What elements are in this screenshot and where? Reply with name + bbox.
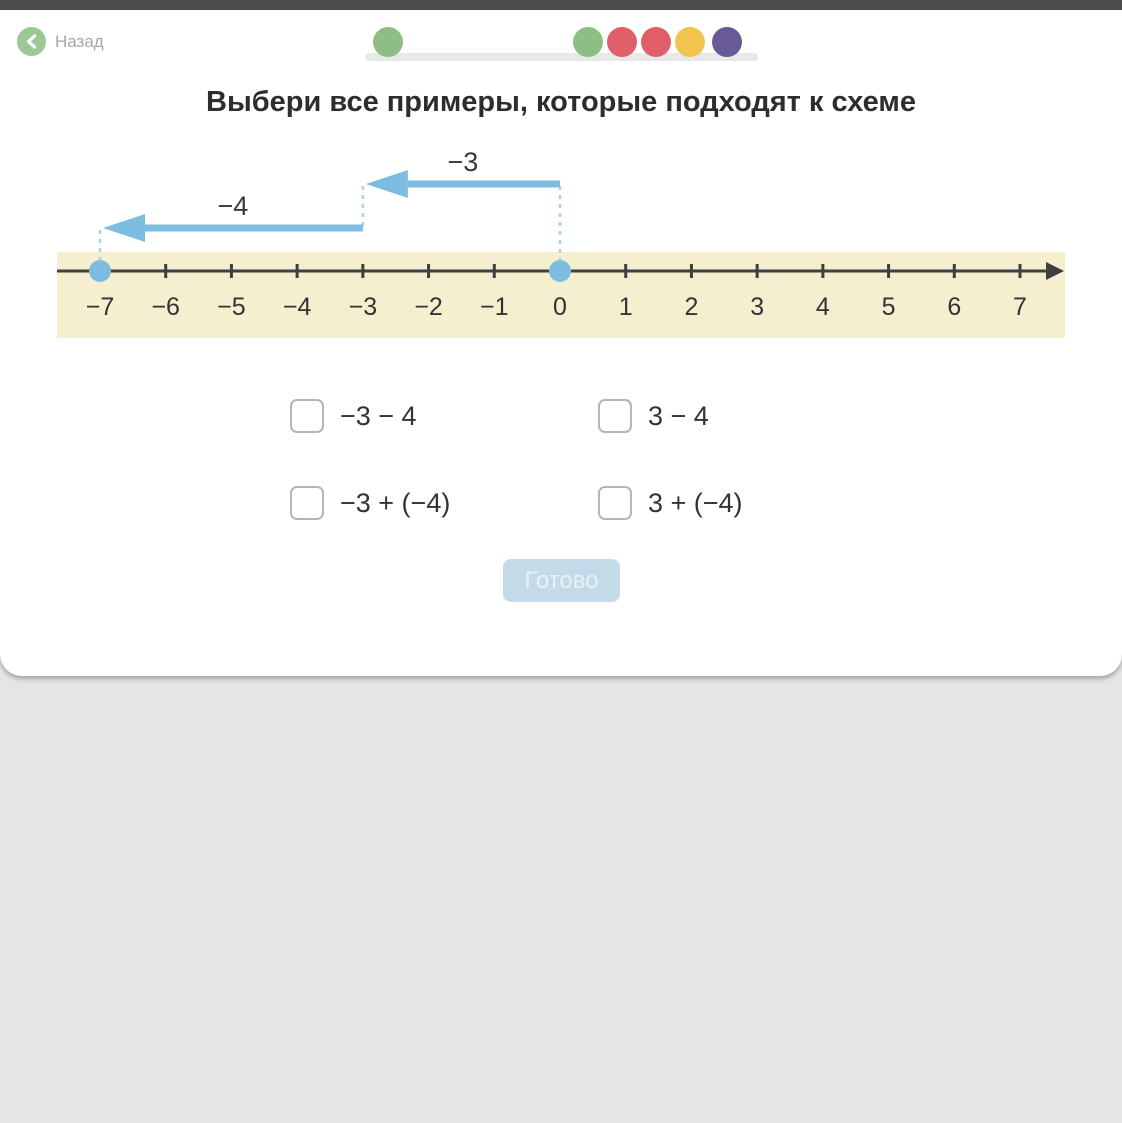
choice-item[interactable] [290, 486, 450, 520]
submit-button[interactable]: Готово [503, 559, 620, 602]
choice-label: 3 − 4 [648, 400, 709, 431]
top-bar [0, 0, 1122, 10]
tick-label: −2 [414, 293, 443, 321]
tick-label: 3 [750, 293, 765, 321]
tick-label: 2 [684, 293, 699, 321]
progress-step [712, 27, 742, 57]
number-line-diagram [0, 140, 1122, 345]
jump-label: −4 [217, 191, 249, 221]
jump-arrowhead-icon [366, 170, 408, 198]
back-button[interactable] [17, 27, 104, 56]
choice-item[interactable] [598, 399, 709, 433]
tick-label: −6 [151, 293, 180, 321]
tick-label: 7 [1013, 293, 1027, 321]
progress-step [607, 27, 637, 57]
checkbox[interactable] [290, 486, 324, 520]
tick-label: −1 [480, 293, 509, 321]
tick-label: −7 [85, 293, 115, 321]
jump-label: −3 [447, 147, 479, 177]
tick-label: −5 [217, 293, 246, 321]
tick-label: 1 [618, 293, 633, 321]
chevron-left-icon [25, 34, 38, 49]
progress-step [373, 27, 403, 57]
task-card [0, 10, 1122, 676]
choice-item[interactable] [598, 486, 743, 520]
choice-item[interactable] [290, 399, 417, 433]
choice-label: 3 + (−4) [648, 487, 743, 518]
tick-label: 4 [815, 293, 830, 321]
back-label: Назад [55, 31, 104, 51]
checkbox[interactable] [290, 399, 324, 433]
progress-step [675, 27, 705, 57]
back-circle [17, 27, 46, 56]
checkbox[interactable] [598, 486, 632, 520]
tick-label: −3 [348, 293, 378, 321]
choice-label: −3 − 4 [340, 400, 417, 431]
progress-step [641, 27, 671, 57]
jump-arrowhead-icon [103, 214, 145, 242]
progress-track [365, 53, 758, 61]
tick-label: −4 [282, 293, 312, 321]
progress-step [573, 27, 603, 57]
tick-label: 0 [553, 293, 567, 321]
tick-label: 6 [947, 293, 962, 321]
checkbox[interactable] [598, 399, 632, 433]
marked-point [89, 260, 111, 282]
page-title: Выбери все примеры, которые подходят к схеме [206, 86, 916, 118]
choice-label: −3 + (−4) [340, 487, 451, 518]
tick-label: 5 [881, 293, 896, 321]
marked-point [549, 260, 571, 282]
